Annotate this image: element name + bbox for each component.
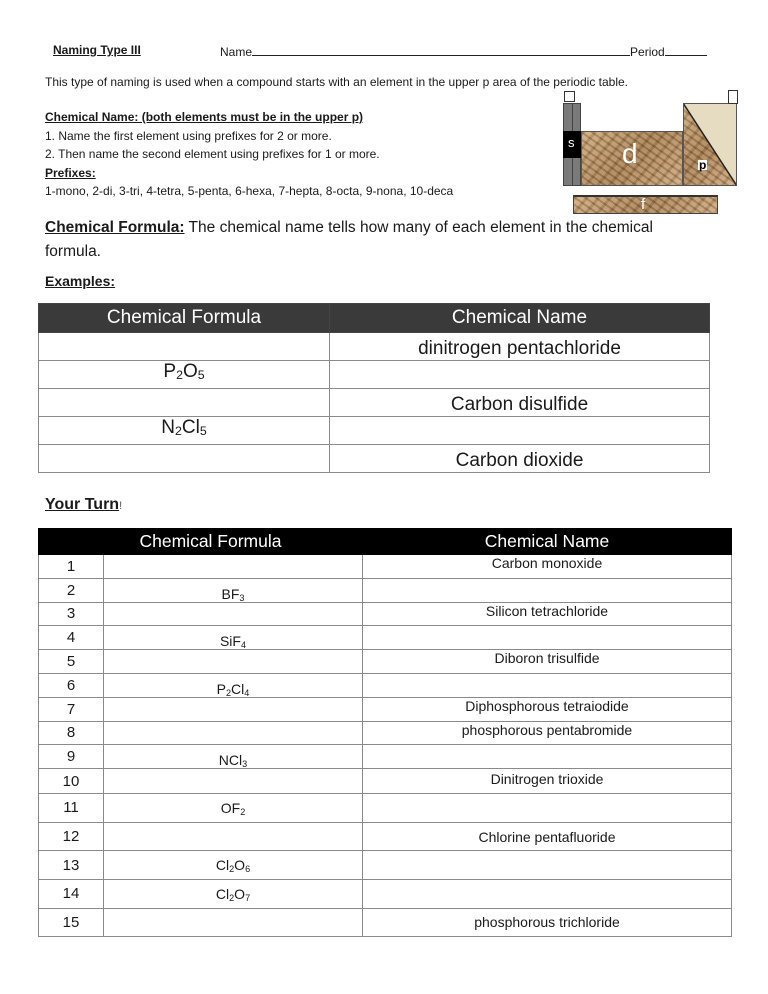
table-row	[39, 626, 732, 650]
helium-box	[728, 90, 738, 104]
p-block-triangle	[683, 103, 737, 186]
s-label: s	[568, 135, 575, 150]
d-label: d	[622, 138, 638, 169]
your-turn-heading: Your Turn!	[45, 496, 123, 513]
name-cell: Carbon disulfide	[330, 389, 710, 417]
table-row	[39, 555, 732, 579]
table-row	[39, 745, 732, 769]
row-number: 11	[39, 794, 104, 823]
formula-cell[interactable]	[39, 389, 330, 417]
name-cell[interactable]	[363, 745, 732, 769]
formula-cell: $Cl_2O_7$	[104, 879, 363, 908]
table-row	[39, 333, 710, 361]
name-cell[interactable]	[363, 851, 732, 880]
name-cell: phosphorous trichloride	[363, 908, 732, 937]
name-cell: Carbon monoxide	[363, 555, 732, 579]
table-row	[39, 417, 710, 445]
row-number: 12	[39, 822, 104, 851]
name-cell[interactable]	[363, 794, 732, 823]
table-row	[39, 361, 710, 389]
name-cell[interactable]	[363, 879, 732, 908]
table-row	[39, 445, 710, 473]
formula-cell[interactable]	[104, 555, 363, 579]
table-row	[39, 822, 732, 851]
formula-cell[interactable]	[39, 333, 330, 361]
formula-cell[interactable]	[104, 908, 363, 937]
name-period-line	[220, 43, 707, 59]
examples-header-formula: Chemical Formula	[39, 304, 330, 333]
table-row	[39, 879, 732, 908]
examples-table	[38, 303, 710, 473]
table-row	[39, 650, 732, 674]
examples-header-row	[39, 304, 710, 333]
name-cell: dinitrogen pentachloride	[330, 333, 710, 361]
hydrogen-box	[564, 91, 575, 102]
name-cell[interactable]	[363, 673, 732, 697]
d-block	[581, 131, 683, 186]
rules-section	[45, 108, 453, 201]
name-cell[interactable]	[363, 626, 732, 650]
formula-cell[interactable]	[104, 602, 363, 626]
formula-cell: $OF_2$	[104, 794, 363, 823]
periodic-table-diagram	[555, 86, 745, 218]
table-row	[39, 578, 732, 602]
name-field[interactable]	[252, 43, 630, 56]
chemical-formula-text: The chemical name tells how many of each element in the chemical formula.	[45, 219, 653, 260]
table-row	[39, 851, 732, 880]
table-row	[39, 769, 732, 794]
row-number: 5	[39, 650, 104, 674]
formula-cell[interactable]	[104, 769, 363, 794]
examples-header-name: Chemical Name	[330, 304, 710, 333]
name-cell: Silicon tetrachloride	[363, 602, 732, 626]
period-label: Period	[630, 45, 665, 59]
table-row	[39, 389, 710, 417]
rule-step-1: 1. Name the first element using prefixes for 2 or more.	[45, 128, 332, 143]
row-number: 14	[39, 879, 104, 908]
formula-cell: $BF_3$	[104, 578, 363, 602]
row-number: 15	[39, 908, 104, 937]
table-row	[39, 908, 732, 937]
name-cell: Chlorine pentafluoride	[363, 822, 732, 851]
intro-text: This type of naming is used when a compound starts with an element in the upper p area of the periodic table.	[45, 75, 629, 89]
formula-cell[interactable]	[104, 650, 363, 674]
name-cell: Diboron trisulfide	[363, 650, 732, 674]
period-field[interactable]	[665, 43, 707, 56]
row-number: 4	[39, 626, 104, 650]
name-cell[interactable]	[363, 578, 732, 602]
your-turn-header-formula: Chemical Formula	[39, 529, 363, 555]
formula-cell: $P_2O_5$	[39, 361, 330, 389]
name-cell: phosphorous pentabromide	[363, 721, 732, 745]
chemical-formula-paragraph	[45, 216, 695, 264]
row-number: 2	[39, 578, 104, 602]
formula-cell: $P_2Cl_4$	[104, 673, 363, 697]
p-block	[683, 103, 737, 186]
row-number: 9	[39, 745, 104, 769]
name-cell[interactable]	[330, 417, 710, 445]
row-number: 10	[39, 769, 104, 794]
table-row	[39, 673, 732, 697]
name-cell[interactable]	[330, 361, 710, 389]
formula-cell[interactable]	[104, 822, 363, 851]
row-number: 13	[39, 851, 104, 880]
prefixes-heading: Prefixes:	[45, 165, 96, 180]
worksheet-title: Naming Type III	[53, 43, 141, 57]
row-number: 1	[39, 555, 104, 579]
formula-cell: SiF$_4$	[104, 626, 363, 650]
your-turn-header-name: Chemical Name	[363, 529, 732, 555]
prefixes-list: 1-mono, 2-di, 3-tri, 4-tetra, 5-penta, 6-hexa, 7-hepta, 8-octa, 9-nona, 10-deca	[45, 184, 454, 198]
formula-cell[interactable]	[104, 721, 363, 745]
table-row	[39, 602, 732, 626]
examples-label: Examples:	[45, 273, 116, 289]
formula-cell: NCl$_3$	[104, 745, 363, 769]
formula-cell[interactable]	[39, 445, 330, 473]
your-turn-table	[38, 528, 732, 937]
row-number: 7	[39, 697, 104, 721]
s-block	[563, 103, 581, 186]
formula-cell: $N_2Cl_5$	[39, 417, 330, 445]
name-label: Name	[220, 45, 253, 59]
row-number: 8	[39, 721, 104, 745]
table-row	[39, 794, 732, 823]
formula-cell: $Cl_2O_6$	[104, 851, 363, 880]
table-row	[39, 697, 732, 721]
your-turn-header-row	[39, 529, 732, 555]
row-number: 3	[39, 602, 104, 626]
chemical-formula-label: Chemical Formula:	[45, 219, 185, 236]
name-cell: Dinitrogen trioxide	[363, 769, 732, 794]
name-cell: Carbon dioxide	[330, 445, 710, 473]
formula-cell[interactable]	[104, 697, 363, 721]
f-block	[573, 195, 718, 214]
f-label: f	[641, 196, 646, 213]
rule-step-2: 2. Then name the second element using prefixes for 1 or more.	[45, 147, 380, 161]
p-label: p	[699, 158, 707, 172]
chemical-name-heading: Chemical Name: (both elements must be in the upper p)	[45, 110, 364, 124]
row-number: 6	[39, 673, 104, 697]
name-cell: Diphosphorous tetraiodide	[363, 697, 732, 721]
table-row	[39, 721, 732, 745]
